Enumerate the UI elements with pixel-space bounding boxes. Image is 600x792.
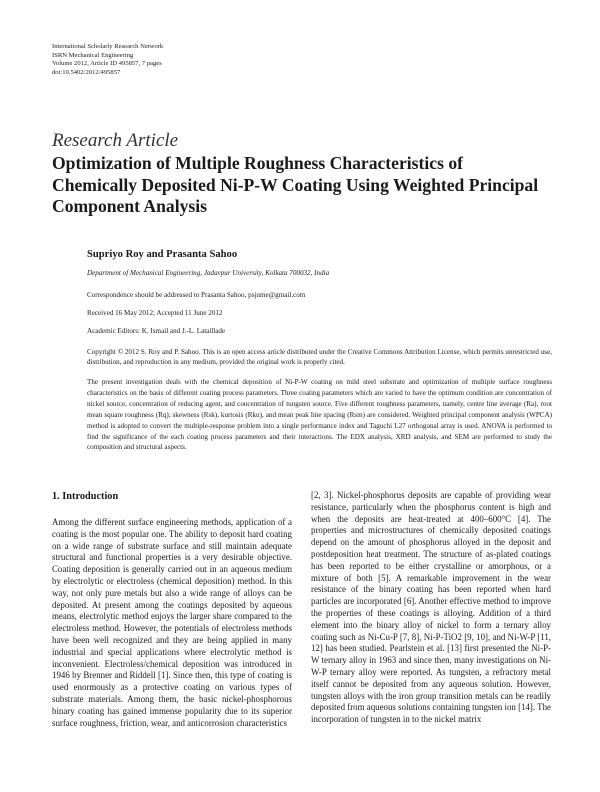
doi: doi:10.5402/2012/495857 — [52, 68, 121, 76]
section-heading: 1. Introduction — [52, 491, 119, 502]
academic-editors: Academic Editors: K. Ismail and J.-L. Lataillade — [87, 327, 226, 335]
intro-paragraph-left: Among the different surface engineering methods, application of a coating is the most popular one. The ability to deposit hard coating on a wide range of substrate surface and still maintain adequate structural and functional properties is a very desirable objective. Coating deposition is generally carried out in an aqueous medium by electrolytic or electroless (chemical deposition) method. In this way, not only pure metals but also a wide range of alloys can be deposited. At present among the coatings deposited by aqueous means, electrolytic method enjoys the larger share compared to the electroless method. However, the potentials of electroless methods have been well recognized and they are being applied in many industrial and special applications where electrolytic method is inconvenient. Electroless/chemical deposition was introduced in 1946 by Brenner and Riddell [1]. Since then, this type of coating is used enormously as a protective coating on various types of substrate materials. Among them, the basic nickel-phosphorous binary coating has gained immense popularity due to its superior surface roughness, friction, wear, and anticorrosion characteristics — [52, 517, 292, 728]
authors: Supriyo Roy and Prasanta Sahoo — [87, 249, 238, 260]
journal-header — [52, 43, 163, 77]
affiliation: Department of Mechanical Engineering, Jadavpur University, Kolkata 700032, India — [87, 269, 330, 277]
abstract: The present investigation deals with the chemical deposition of Ni-P-W coating on mild steel substrate and optimization of multiple surface roughness characteristics on the basis of different coating process parameters. Three coating parameters which are varied to have the optimum condition are concentration of nickel source, concentration of reducing agent, and concentration of tungsten source. Five different roughness parameters, namely, centre line average (Ra), root mean square roughness (Rq), skewness (Rsk), kurtosis (Rku), and mean peak line spacing (Rsm) are considered. Weighted principal component analysis (WPCA) method is adopted to convert the multiple-response problem into a single performance index and Taguchi L27 orthogonal array is used. ANOVA is performed to find the significance of the each coating process parameters and their interactions. The EDX analysis, XRD analysis, and SEM are performed to study the composition and structural aspects. — [87, 378, 552, 452]
copyright-notice: Copyright © 2012 S. Roy and P. Sahoo. This is an open access article distributed under the Creative Commons Attribution License, which permits unrestricted use, distribution, and reproduction in any medium, provided the original work is properly cited. — [87, 348, 552, 366]
intro-paragraph-right: [2, 3]. Nickel-phosphorus deposits are capable of providing wear resistance, particularly when the phosphorus content is high and when the deposits are heat-treated at 400–600°C [4]. The properties and microstructures of chemically deposited coatings depend on the amount of phosphorus alloyed in the deposit and postdeposition heat treatment. The structure of as-plated coatings has been reported to be either crystalline or amorphous, or a mixture of both [5]. A remarkable improvement in the wear resistance of the binary coating has been reported when hard particles are incorporated [6]. Another effective method to improve the properties of these coatings is alloying. Addition of a third element into the binary alloy of nickel to form a ternary alloy coating such as Ni-Cu-P [7, 8], Ni-P-TiO2 [9, 10], and Ni-W-P [11, 12] has been studied. Pearlstein et al. [13] first presented the Ni-P-W ternary alloy in 1963 and since then, many investigations on Ni-W-P ternary alloy were reported. As tungsten, a refractory metal itself cannot be deposited from any aqueous solution. However, tungsten alloys with the iron group transition metals can be readily deposited from aqueous solutions containing tungsten ion [14]. The incorporation of tungsten in to the nickel matrix — [311, 490, 551, 725]
journal-network: International Scholarly Research Network — [52, 43, 164, 50]
journal-title: ISRN Mechanical Engineering — [52, 51, 134, 59]
article-title: Optimization of Multiple Roughness Characteristics of Chemically Deposited Ni-P-W Coating Using Weighted Principal Component Analysis — [52, 153, 539, 216]
volume-line: Volume 2012, Article ID 495857, 7 pages — [52, 60, 162, 68]
body-column-right — [311, 490, 551, 726]
correspondence: Correspondence should be addressed to Prasanta Sahoo, psjume@gmail.com — [87, 291, 306, 299]
body-column-left — [52, 517, 292, 729]
article-type: Research Article — [52, 130, 179, 151]
received-dates: Received 16 May 2012; Accepted 11 June 2012 — [87, 309, 223, 317]
